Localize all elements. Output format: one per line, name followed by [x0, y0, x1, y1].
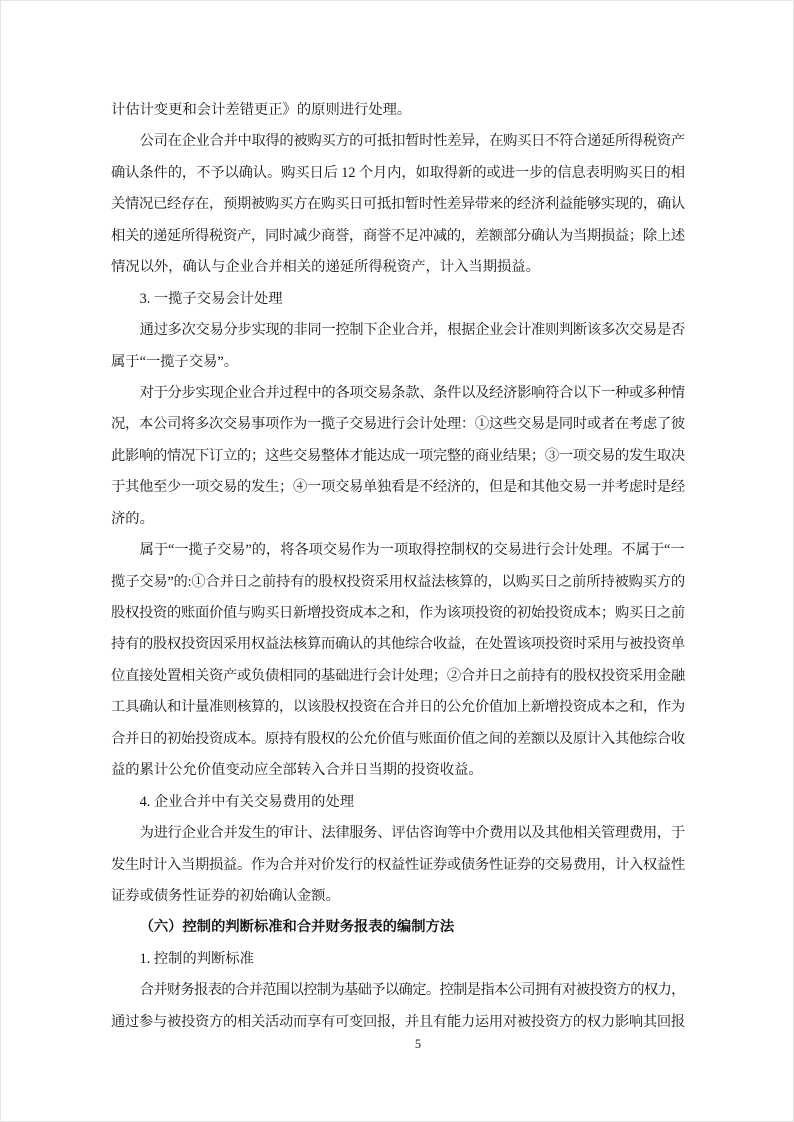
page-number: 5: [414, 1037, 422, 1051]
text-line: 此影响的情况下订立的；这些交易整体才能达成一项完整的商业结果；③一项交易的发生取决: [111, 447, 685, 464]
text-line: 揽子交易”的:①合并日之前持有的股权投资采用权益法核算的，以购买日之前所持被购买方的: [111, 573, 685, 590]
text-line: 于其他至少一项交易的发生；④一项交易单独看是不经济的，但是和其他交易一并考虑时是经: [111, 479, 685, 496]
section-heading-6: （六）控制的判断标准和合并财务报表的编制方法: [139, 919, 455, 936]
text-line: 工具确认和计量准则核算的，以该股权投资在合并日的公允价值加上新增投资成本之和，作为: [111, 699, 685, 716]
text-line: 股权投资的账面价值与购买日新增投资成本之和，作为该项投资的初始投资成本；购买日之前: [111, 605, 685, 621]
text-line: 益的累计公允价值变动应全部转入合并日当期的投资收益。: [111, 762, 483, 779]
subsection-title-1: 1. 控制的判断标准: [139, 950, 254, 967]
text-line: 相关的递延所得税资产，同时减少商誉，商誉不足冲减的，差额部分确认为当期损益；除上述: [111, 227, 685, 244]
text-line: 发生时计入当期损益。作为合并对价发行的权益性证券或债务性证券的交易费用，计入权益性: [111, 856, 685, 873]
text-line: 属于“一揽子交易”的，将各项交易作为一项取得控制权的交易进行会计处理。不属于“一: [139, 542, 685, 559]
subsection-title-3: 3. 一揽子交易会计处理: [139, 290, 283, 307]
text-line: 合并财务报表的合并范围以控制为基础予以确定。控制是指本公司拥有对被投资方的权力，: [139, 982, 685, 999]
text-line: 合并日的初始投资成本。原持有股权的公允价值与账面价值之间的差额以及原计入其他综合收: [111, 730, 685, 747]
text-line: 证券或债务性证券的初始确认金额。: [111, 887, 340, 904]
text-line: 关情况已经存在，预期被购买方在购买日可抵扣暂时性差异带来的经济利益能够实现的，确认: [111, 196, 685, 213]
text-line: 位直接处置相关资产或负债相同的基础进行会计处理；②合并日之前持有的股权投资采用金融: [111, 667, 685, 684]
text-line: 确认条件的，不予以确认。购买日后 12 个月内，如取得新的或进一步的信息表明购买日的相: [111, 164, 685, 181]
text-line: 为进行企业合并发生的审计、法律服务、评估咨询等中介费用以及其他相关管理费用，于: [139, 825, 685, 842]
text-line: 济的。: [111, 510, 154, 527]
text-line: 计估计变更和会计差错更正》的原则进行处理。: [111, 102, 412, 118]
text-line: 属于“一揽子交易”。: [111, 353, 239, 370]
text-line: 通过多次交易分步实现的非同一控制下企业合并，根据企业会计准则判断该多次交易是否: [139, 322, 685, 339]
subsection-title-4: 4. 企业合并中有关交易费用的处理: [139, 793, 355, 810]
text-line: 情况以外，确认与企业合并相关的递延所得税资产，计入当期损益。: [111, 259, 540, 276]
text-line: 通过参与被投资方的相关活动而享有可变回报，并且有能力运用对被投资方的权力影响其回报: [111, 1013, 685, 1030]
page-body-text: [111, 95, 685, 1038]
text-line: 公司在企业合并中取得的被购买方的可抵扣暂时性差异，在购买日不符合递延所得税资产: [139, 133, 685, 150]
text-line: 况，本公司将多次交易事项作为一揽子交易进行会计处理：①这些交易是同时或者在考虑了彼: [111, 416, 685, 433]
text-line: 对于分步实现企业合并过程中的各项交易条款、条件以及经济影响符合以下一种或多种情: [139, 384, 685, 401]
text-line: 持有的股权投资因采用权益法核算而确认的其他综合收益，在处置该项投资时采用与被投资单: [111, 636, 685, 653]
